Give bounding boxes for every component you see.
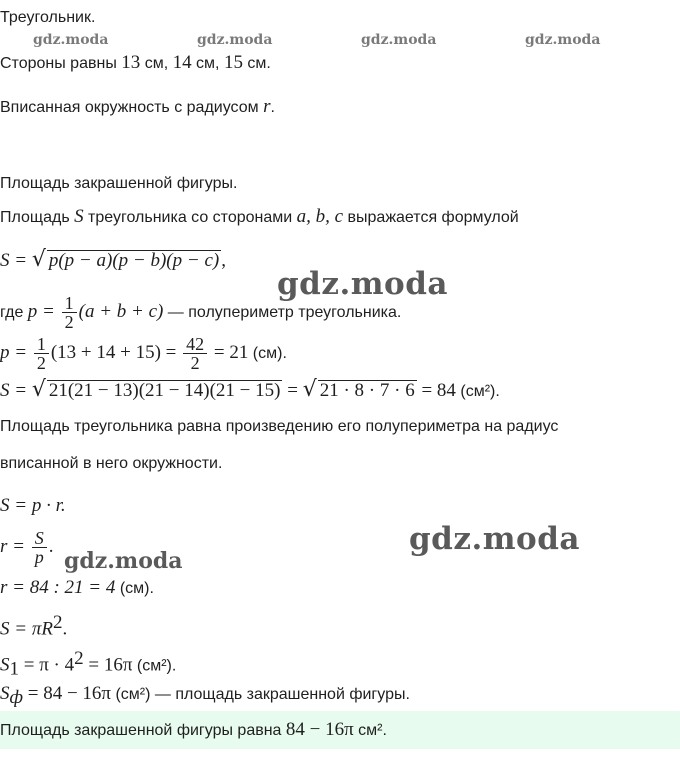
watermark-text: gdz.moda xyxy=(361,32,437,48)
shaded-area-calc: $S_ф = 84 - 16\pi$ (см²) — площадь закрашенной фигуры. xyxy=(0,683,410,709)
radius-formula: r = $\frac{S}{p}$ . xyxy=(0,528,54,568)
problem-title: Треугольник. xyxy=(0,9,96,26)
watermark-text: gdz.moda xyxy=(277,266,448,302)
given-radius: Вписанная окружность с радиусом r. xyxy=(0,96,275,117)
semiperimeter-calc: p = $\frac{1}{2}$ (13 + 14 + 15) = $\frac{42}{2}$ = 21 (см). xyxy=(0,334,287,374)
find-statement: Площадь закрашенной фигуры. xyxy=(0,175,238,192)
area-calc: S = √ 21(21 − 13)(21 − 14)(21 − 15) = √ 21 · 8 · 7 · 6 = 84 (см²). xyxy=(0,377,500,402)
answer-line: Площадь закрашенной фигуры равна 84 − 16π см². xyxy=(0,719,387,740)
radius-calc: r = 84 : 21 = 4 (см). xyxy=(0,577,154,598)
watermark-text: gdz.moda xyxy=(197,32,273,48)
circle-area-calc: $S_1 = \pi \cdot 4^2 = 16\pi$ (см²). xyxy=(0,648,177,680)
watermark-text: gdz.moda xyxy=(409,521,580,557)
area-radius-rule-1: Площадь треугольника равна произведению его полупериметра на радиус xyxy=(0,418,559,435)
heron-formula: S = √ p(p − a)(p − b)(p − c) , xyxy=(0,247,226,272)
watermark-text: gdz.moda xyxy=(64,548,183,574)
watermark-text: gdz.moda xyxy=(525,32,601,48)
watermark-text: gdz.moda xyxy=(33,32,109,48)
given-sides: Стороны равны 13 см, 14 см, 15 см. xyxy=(0,52,271,73)
heron-intro: Площадь S треугольника со сторонами a, b, c выражается формулой xyxy=(0,206,519,227)
semiperimeter-def: где p = $\frac{1}{2}$ (a + b + c) — полупериметр треугольника. xyxy=(0,293,402,333)
circle-area-formula: $S = \pi R^2$. xyxy=(0,612,68,640)
area-radius-formula: S = p · r. xyxy=(0,495,66,516)
area-radius-rule-2: вписанной в него окружности. xyxy=(0,455,223,472)
